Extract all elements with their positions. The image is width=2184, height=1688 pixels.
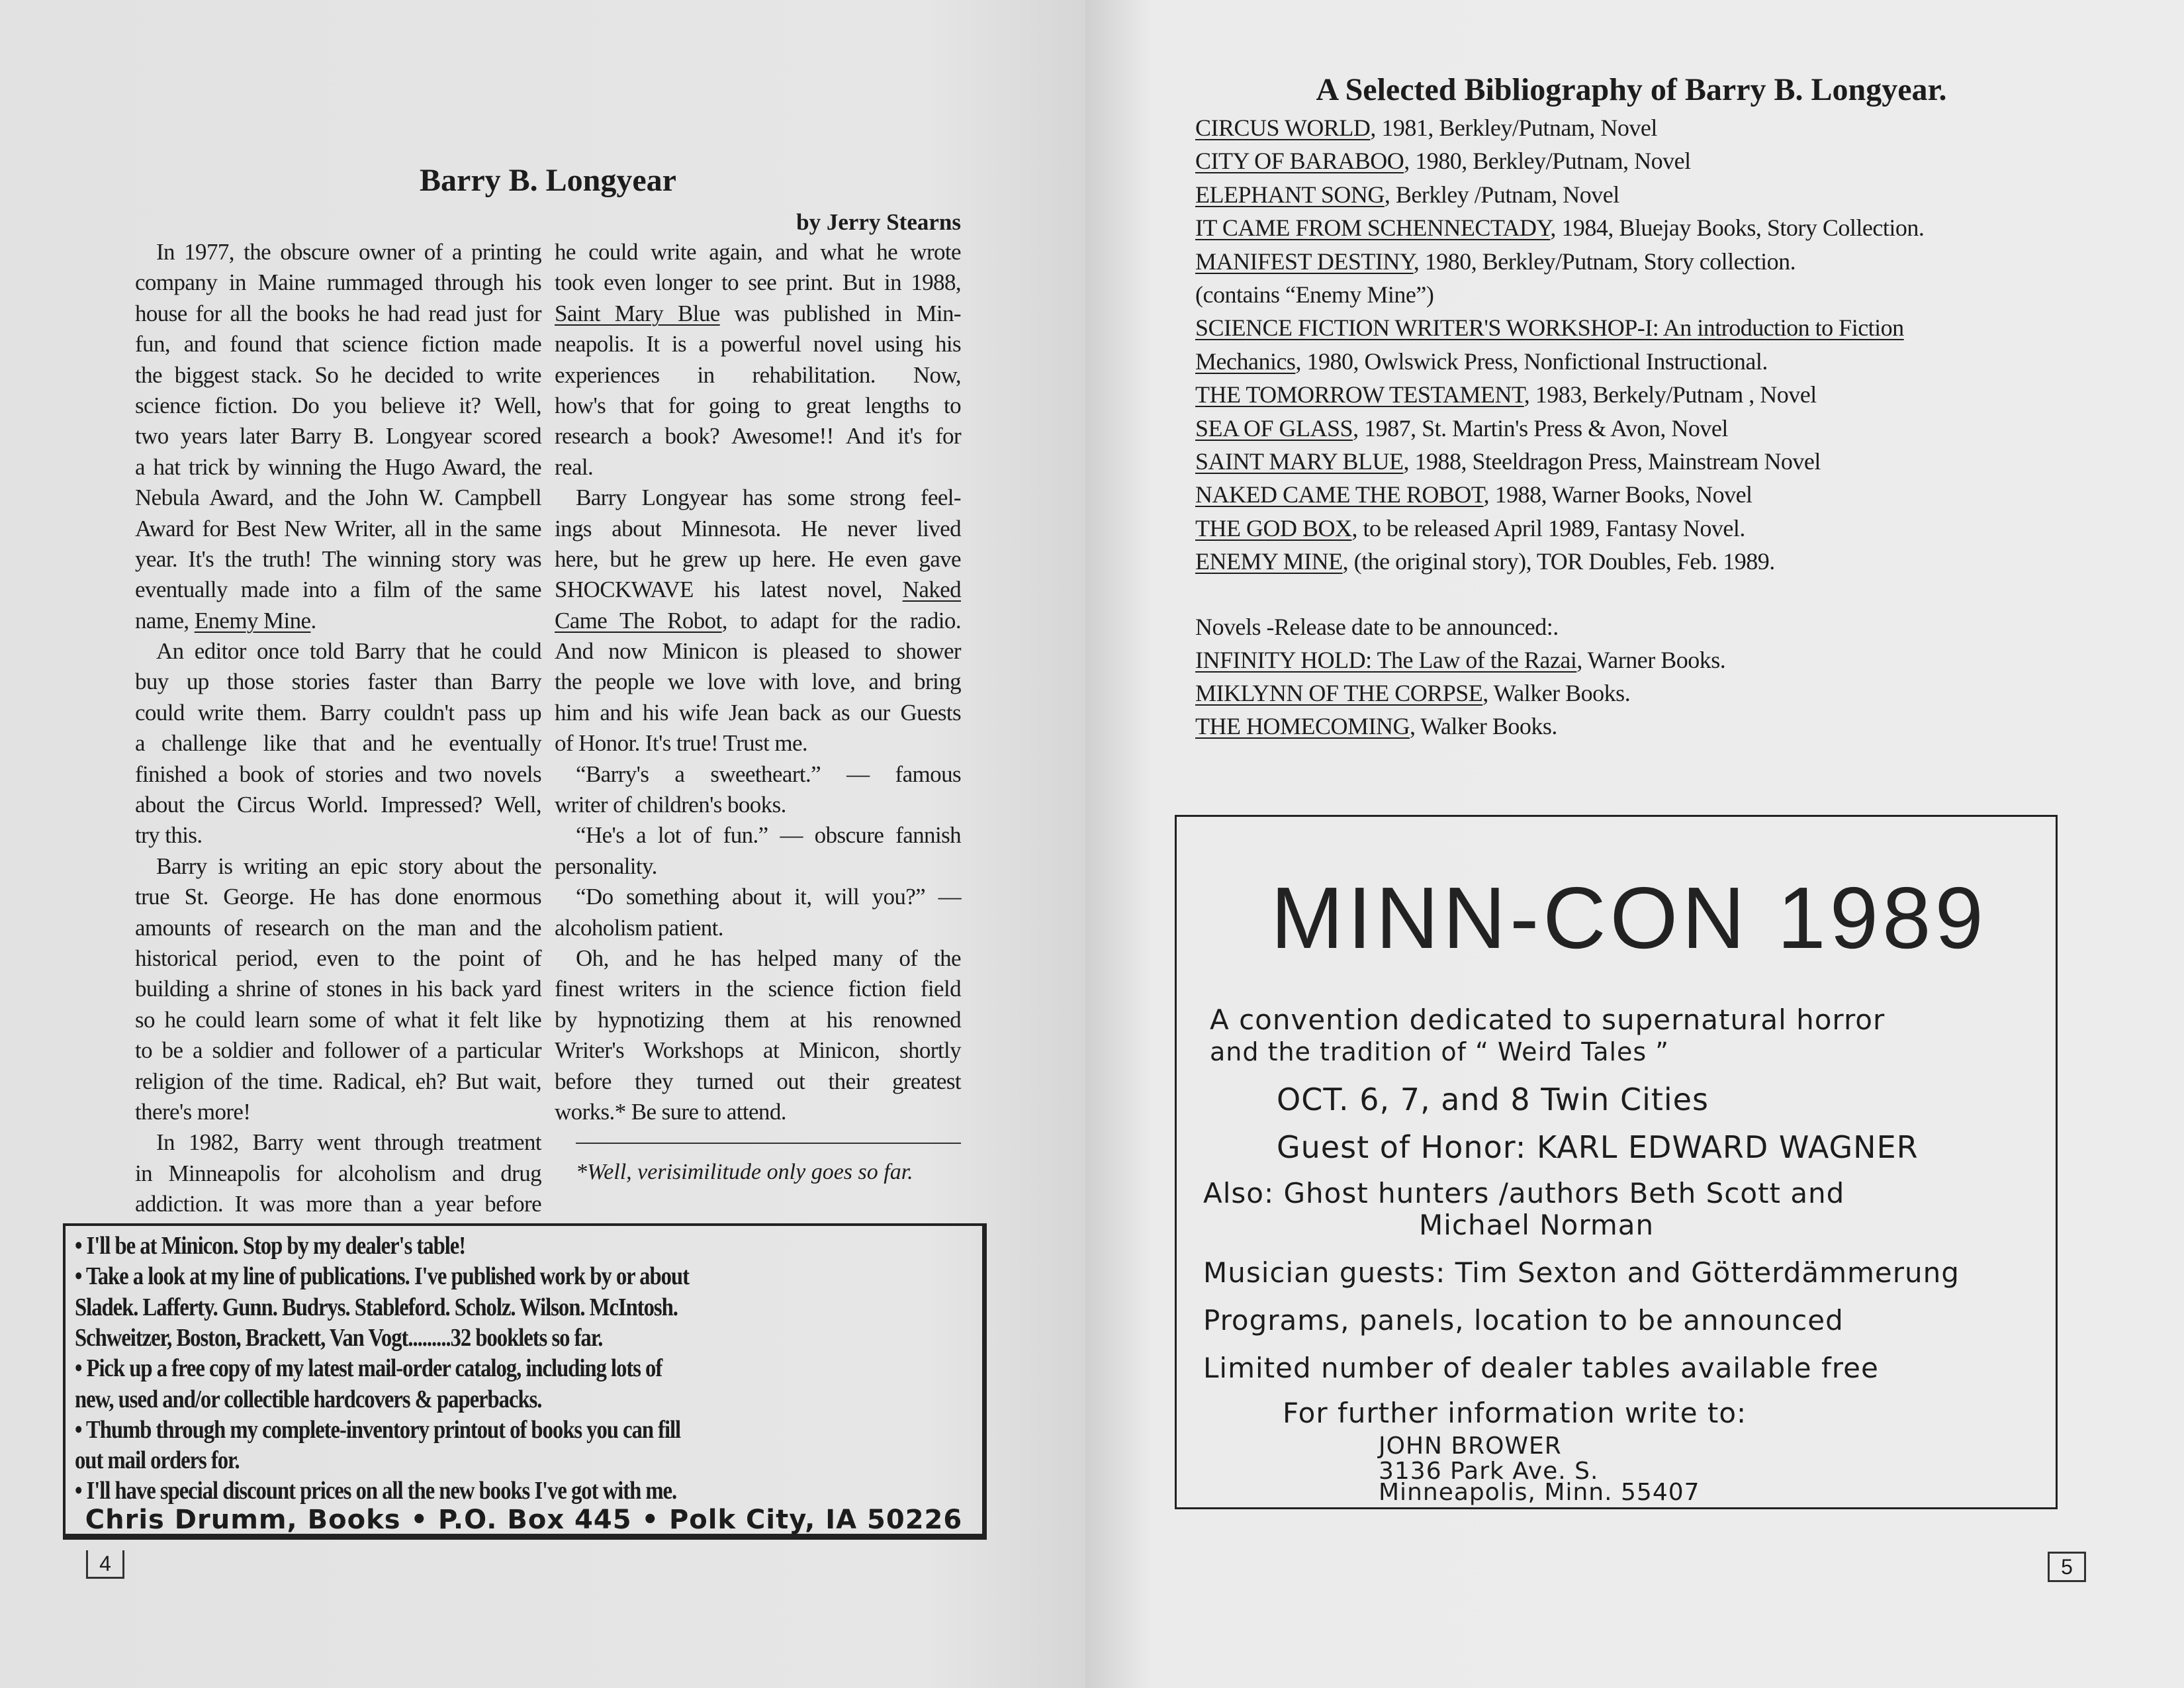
ad-line: • Thumb through my complete-inventory printout of books you can fill — [75, 1415, 681, 1444]
flyer-guest-of-honor: Guest of Honor: KARL EDWARD WAGNER — [1277, 1129, 1919, 1165]
flyer-dealers: Limited number of dealer tables available free — [1203, 1352, 1879, 1384]
text-line: ings about Minnesota. He never lived — [555, 515, 961, 541]
text-line: by hypnotizing them at his renowned — [555, 1006, 961, 1033]
bibliography-entry — [1195, 447, 1821, 475]
bibliography-entry — [1195, 414, 1728, 442]
underlined-title: Naked — [902, 577, 961, 603]
footnote-divider — [576, 1143, 961, 1144]
text-segment: , Warner Books. — [1576, 647, 1726, 673]
text-segment: , Berkley /Putnam, Novel — [1384, 181, 1619, 208]
footnote: *Well, verisimilitude only goes so far. — [576, 1160, 913, 1184]
text-line — [135, 606, 541, 636]
text-line: religion of the time. Radical, eh? But wait, — [135, 1068, 541, 1094]
text-segment: , Walker Books. — [1482, 680, 1631, 706]
ad-line: Sladek. Lafferty. Gunn. Budrys. Stableford. Scholz. Wilson. McIntosh. — [75, 1293, 678, 1321]
text-line: of Honor. It's true! Trust me. — [555, 730, 808, 757]
text-line: In 1982, Barry went through treatment — [156, 1129, 541, 1156]
flyer-write-to: For further information write to: — [1283, 1397, 1747, 1429]
ad-line: • I'll have special discount prices on all the new books I've got with me. — [75, 1477, 677, 1505]
underlined-title: Enemy Mine — [194, 607, 311, 633]
text-segment: , 1981, Berkley/Putnam, Novel — [1370, 115, 1657, 141]
text-segment: name, — [135, 607, 195, 633]
underlined-title: SEA OF GLASS — [1195, 414, 1353, 442]
bibliography-entry — [1195, 281, 1433, 308]
flyer-contact-city: Minneapolis, Minn. 55407 — [1379, 1479, 1700, 1506]
text-line: here, but he grew up here. He even gave — [555, 545, 961, 572]
ad-line: Schweitzer, Boston, Brackett, Van Vogt.........32 booklets so far. — [75, 1323, 603, 1352]
text-line: eventually made into a film of the same — [135, 577, 541, 603]
tba-heading: Novels -Release date to be announced:. — [1195, 614, 1559, 640]
bibliography-entry-tba — [1195, 679, 1630, 707]
text-segment: , 1984, Bluejay Books, Story Collection. — [1550, 214, 1925, 242]
text-line: In 1977, the obscure owner of a printing — [156, 239, 541, 265]
ad-line: • Take a look at my line of publications. I've published work by or about — [75, 1262, 689, 1291]
text-line: company in Maine rummaged through his — [135, 269, 541, 296]
text-line: Oh, and he has helped many of the — [576, 945, 961, 971]
text-segment: . — [310, 607, 316, 633]
left-page — [0, 0, 1085, 1688]
text-line: could write them. Barry couldn't pass up — [135, 699, 541, 726]
bibliography-entry — [1195, 214, 1924, 242]
text-line — [555, 299, 961, 329]
bibliography-entry — [1195, 314, 1904, 342]
text-segment: , 1988, Steeldragon Press, Mainstream Novel — [1403, 448, 1821, 475]
ad-line: • I'll be at Minicon. Stop by my dealer's table! — [75, 1232, 466, 1260]
underlined-title: IT CAME FROM SCHENNECTADY — [1195, 214, 1551, 242]
flyer-title: MINN-CON 1989 — [1271, 869, 1987, 966]
underlined-title: Came The Robot — [555, 607, 722, 633]
underlined-title: ELEPHANT SONG — [1195, 181, 1385, 208]
text-line: he could write again, and what he wrote — [555, 239, 961, 265]
bibliography-entry — [1195, 547, 1775, 575]
text-line: buy up those stories faster than Barry — [135, 669, 541, 695]
text-line — [555, 575, 961, 605]
text-segment: SHOCKWAVE his latest novel, — [555, 577, 903, 603]
bibliography-entry — [1195, 114, 1657, 142]
text-line: finished a book of stories and two novels — [135, 761, 541, 787]
flyer-also-guests: Michael Norman — [1419, 1209, 1655, 1241]
underlined-title: CIRCUS WORLD — [1195, 115, 1371, 141]
ad-line: • Pick up a free copy of my latest mail-order catalog, including lots of — [75, 1354, 662, 1383]
text-line: took even longer to see print. But in 1988, — [555, 269, 961, 296]
text-line: addiction. It was more than a year before — [135, 1191, 541, 1217]
text-line: writer of children's books. — [555, 792, 786, 818]
bibliography-entry — [1195, 514, 1745, 542]
text-line: the people we love with love, and bring — [555, 669, 961, 695]
underlined-title: MIKLYNN OF THE CORPSE — [1195, 680, 1483, 706]
underlined-title: NAKED CAME THE ROBOT — [1195, 481, 1484, 508]
text-line: works.* Be sure to attend. — [555, 1098, 786, 1125]
text-line: the biggest stack. So he decided to write — [135, 361, 541, 388]
underlined-title: SAINT MARY BLUE — [1195, 448, 1404, 475]
text-segment: , to be released April 1989, Fantasy Novel. — [1351, 514, 1745, 541]
bibliography-entry — [1195, 381, 1817, 408]
page-number: 5 — [2048, 1552, 2086, 1582]
text-line: research a book? Awesome!! And it's for — [555, 423, 961, 449]
ad-line: new, used and/or collectible hardcovers & paperbacks. — [75, 1385, 542, 1413]
text-line: Barry Longyear has some strong feel- — [576, 485, 961, 511]
flyer-dates: OCT. 6, 7, and 8 Twin Cities — [1277, 1082, 1709, 1117]
text-line: An editor once told Barry that he could — [156, 638, 541, 665]
underlined-title: INFINITY HOLD: The Law of the Razai — [1195, 647, 1577, 673]
text-line: “Barry's a sweetheart.” — famous — [576, 761, 961, 787]
text-line: in Minneapolis for alcoholism and drug — [135, 1160, 541, 1186]
text-line: real. — [555, 453, 594, 480]
text-line: two years later Barry B. Longyear scored — [135, 423, 541, 449]
underlined-title: MANIFEST DESTINY — [1195, 248, 1414, 275]
text-line: science fiction. Do you believe it? Well, — [135, 392, 541, 418]
text-line: finest writers in the science fiction field — [555, 976, 961, 1002]
text-line: “He's a lot of fun.” — obscure fannish — [576, 822, 961, 849]
underlined-title: Saint Mary Blue — [555, 300, 720, 326]
underlined-title: THE HOMECOMING — [1195, 713, 1410, 739]
bibliography-entry — [1195, 481, 1752, 508]
bibliography-entry-tba — [1195, 712, 1557, 740]
text-line: amounts of research on the man and the — [135, 914, 541, 941]
text-line: how's that for going to great lengths to — [555, 392, 961, 418]
text-line: historical period, even to the point of — [135, 945, 541, 971]
article-column-left — [135, 237, 541, 1220]
text-segment: (contains “Enemy Mine”) — [1195, 281, 1434, 308]
flyer-tagline: and the tradition of “ Weird Tales ” — [1210, 1037, 1669, 1066]
text-line: true St. George. He has done enormous — [135, 884, 541, 910]
text-line: before they turned out their greatest — [555, 1068, 961, 1094]
text-line: fun, and found that science fiction made — [135, 331, 541, 357]
text-line: a challenge like that and he eventually — [135, 730, 541, 757]
bibliography-entry — [1195, 348, 1768, 375]
text-line: try this. — [135, 822, 203, 849]
text-segment: , 1987, St. Martin's Press & Avon, Novel — [1353, 414, 1728, 442]
text-line: Barry is writing an epic story about the — [156, 853, 541, 879]
text-segment: , 1980, Berkley/Putnam, Story collection. — [1413, 248, 1796, 275]
bibliography-entry — [1195, 181, 1619, 209]
text-line: Award for Best New Writer, all in the same — [135, 515, 541, 541]
text-line: “Do something about it, will you?” — — [576, 884, 961, 910]
text-line: Nebula Award, and the John W. Campbell — [135, 485, 541, 511]
text-line: And now Minicon is pleased to shower — [555, 638, 961, 665]
minncon-flyer — [1175, 815, 2058, 1509]
bookseller-ad — [63, 1223, 987, 1540]
text-line — [555, 606, 961, 636]
bibliography-entry — [1195, 147, 1691, 175]
text-segment: , 1983, Berkely/Putnam , Novel — [1524, 381, 1817, 408]
bibliography-entry — [1195, 248, 1796, 275]
flyer-programs: Programs, panels, location to be announced — [1203, 1304, 1844, 1336]
flyer-musicians: Musician guests: Tim Sexton and Götterdämmerung — [1203, 1256, 1960, 1289]
text-segment: , 1980, Berkley/Putnam, Novel — [1404, 148, 1691, 175]
text-line: about the Circus World. Impressed? Well, — [135, 792, 541, 818]
underlined-title: CITY OF BARABOO — [1195, 148, 1404, 175]
ad-contact-line: Chris Drumm, Books • P.O. Box 445 • Polk City, IA 50226 — [85, 1505, 963, 1535]
text-line: experiences in rehabilitation. Now, — [555, 361, 961, 388]
text-line: there's more! — [135, 1098, 251, 1125]
text-segment: , 1980, Owlswick Press, Nonfictional Instructional. — [1295, 348, 1768, 375]
byline: by Jerry Stearns — [796, 209, 961, 235]
text-segment: , to adapt for the radio. — [721, 607, 961, 633]
ad-line: out mail orders for. — [75, 1446, 240, 1475]
text-line: alcoholism patient. — [555, 914, 723, 941]
flyer-also-guests: Also: Ghost hunters /authors Beth Scott and — [1203, 1177, 1845, 1209]
page-number: 4 — [86, 1550, 124, 1579]
article-column-right — [555, 237, 961, 1127]
flyer-contact-name: JOHN BROWER — [1379, 1432, 1562, 1460]
flyer-tagline: A convention dedicated to supernatural horror — [1210, 1004, 1886, 1036]
text-segment: was published in Min- — [719, 300, 961, 326]
text-line: Writer's Workshops at Minicon, shortly — [555, 1037, 961, 1064]
underlined-title: ENEMY MINE — [1195, 548, 1343, 575]
text-line: personality. — [555, 853, 657, 879]
text-segment: , 1988, Warner Books, Novel — [1483, 481, 1752, 508]
text-line: so he could learn some of what it felt like — [135, 1006, 541, 1033]
text-line: building a shrine of stones in his back yard — [135, 976, 541, 1002]
text-line: a hat trick by winning the Hugo Award, the — [135, 453, 541, 480]
underlined-title: THE TOMORROW TESTAMENT — [1195, 381, 1524, 408]
text-line: house for all the books he had read just for — [135, 300, 541, 326]
bibliography-title: A Selected Bibliography of Barry B. Longyear. — [1316, 72, 1947, 107]
underlined-title: Mechanics — [1195, 348, 1296, 375]
article-title: Barry B. Longyear — [420, 163, 676, 198]
text-segment: , Walker Books. — [1409, 713, 1557, 739]
underlined-title: SCIENCE FICTION WRITER'S WORKSHOP-I: An introduction to Fiction — [1195, 314, 1904, 342]
flyer-contact-street: 3136 Park Ave. S. — [1379, 1458, 1599, 1485]
text-line: neapolis. It is a powerful novel using his — [555, 331, 961, 357]
text-line: year. It's the truth! The winning story was — [135, 545, 541, 572]
text-line: him and his wife Jean back as our Guests — [555, 699, 961, 726]
text-segment: , (the original story), TOR Doubles, Feb. 1989. — [1342, 548, 1775, 575]
underlined-title: THE GOD BOX — [1195, 514, 1352, 541]
bibliography-entry-tba — [1195, 646, 1725, 674]
text-line: to be a soldier and follower of a particular — [135, 1037, 541, 1064]
